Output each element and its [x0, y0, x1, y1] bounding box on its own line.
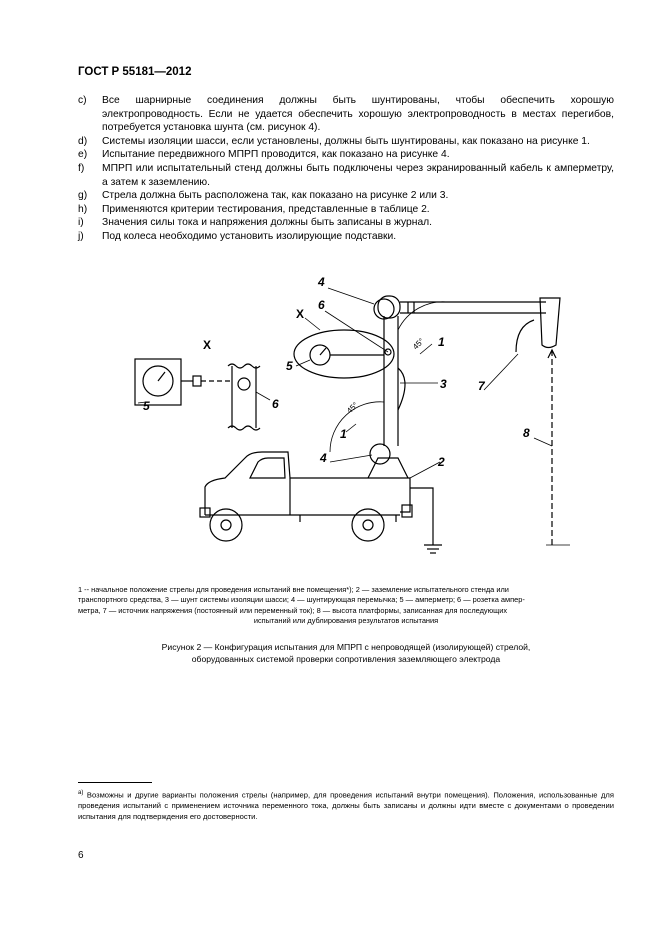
legend-line: метра, 7 — источник напряжения (постоянный или переменный ток); 8 — высота платформы, записанная для последующих	[78, 605, 508, 615]
leader-line	[346, 424, 356, 432]
item-marker: f)	[78, 162, 85, 174]
label-x: X	[203, 338, 212, 352]
leader-line	[410, 462, 440, 478]
truck	[200, 452, 412, 541]
break-line	[228, 364, 260, 368]
angle-label: 45°	[345, 400, 360, 416]
leader-line	[328, 288, 374, 304]
footnote-text: Возможны и другие варианты положения стрелы (например, для проведения испытаний внутри помещения). Положения, использованные для проведения испытаний с применением источника переменного тока, должны быть записаны и должны идти вместе с документами о проведении испытания для подтверждения его достоверности.	[78, 790, 614, 821]
height-dimension	[546, 350, 570, 545]
list-item	[78, 135, 614, 149]
figure-diagram	[100, 268, 570, 568]
item-text: Под колеса необходимо установить изолирующие подставки.	[102, 230, 397, 242]
figure-caption	[78, 641, 614, 666]
item-marker: e)	[78, 149, 88, 161]
footnote-separator	[78, 782, 152, 783]
list-item	[78, 189, 614, 203]
truck-body	[205, 452, 410, 515]
label-4: 4	[320, 451, 327, 465]
footnote-marker: а)	[78, 790, 84, 796]
leader-line	[330, 455, 372, 462]
wheel-hub	[221, 520, 231, 530]
platform-bucket	[540, 298, 560, 348]
caption-line: Рисунок 2 — Конфигурация испытания для МПРП с непроводящей (изолирующей) стрелой,	[161, 642, 531, 652]
leader-line	[305, 318, 320, 330]
list-item	[78, 216, 614, 230]
break-line	[228, 426, 260, 430]
wheel-hub	[363, 520, 373, 530]
list-item	[78, 148, 614, 162]
angle-label: 45°	[411, 336, 426, 352]
label-4: 4	[318, 275, 325, 289]
page-number: 6	[78, 850, 84, 861]
label-2: 2	[438, 455, 445, 469]
wheel	[210, 509, 242, 541]
item-text: Все шарнирные соединения должны быть шунтированы, чтобы обеспечить хорошую электропроводность. Если не удается обеспечить хорошую электропроводность в местах перегибов, потребуется установка шунта (см. рисунок 4).	[102, 95, 614, 134]
ground-wire	[410, 488, 433, 545]
label-3: 3	[440, 377, 447, 391]
item-marker: c)	[78, 95, 87, 106]
label-6: 6	[318, 298, 325, 312]
list-item	[78, 94, 614, 135]
ammeter-needle	[158, 372, 165, 381]
detail-x-ellipse	[294, 330, 394, 378]
leader-line	[256, 392, 270, 400]
item-text: Применяются критерии тестирования, представленные в таблице 2.	[102, 203, 430, 215]
footnote	[78, 788, 614, 822]
ground-connection	[410, 488, 442, 553]
legend-line: испытаний или дублирования результатов испытания	[253, 616, 439, 626]
turret	[368, 458, 408, 478]
leader-line	[534, 438, 552, 446]
item-marker: j)	[78, 230, 84, 242]
label-6: 6	[272, 397, 279, 411]
list-item	[78, 230, 614, 244]
ammeter-detail	[135, 359, 270, 430]
upper-joint-housing	[378, 296, 400, 318]
item-text: МПРП или испытательный стенд должны быть подключены через экранированный кабель к амперметру, а затем к заземлению.	[102, 162, 614, 188]
wheel	[352, 509, 384, 541]
ammeter-needle	[320, 348, 326, 355]
item-text: Значения силы тока и напряжения должны быть записаны в журнал.	[102, 217, 433, 229]
item-text: Стрела должна быть расположена так, как показано на рисунке 2 или 3.	[102, 190, 449, 202]
figure-legend	[78, 585, 614, 627]
chassis-shunt	[398, 368, 405, 410]
label-1: 1	[340, 427, 347, 441]
pivot-joint	[370, 444, 390, 464]
caption-line: оборудованных системой проверки сопротивления заземляющего электрода	[191, 654, 501, 665]
label-1: 1	[438, 335, 445, 349]
item-marker: i)	[78, 217, 84, 229]
item-marker: g)	[78, 190, 88, 202]
leader-lines	[296, 288, 552, 478]
label-7: 7	[478, 379, 485, 393]
plug	[193, 376, 201, 386]
label-5: 5	[143, 399, 150, 413]
item-text: Испытание передвижного МПРП проводится, как показано на рисунке 4.	[102, 149, 450, 161]
angle-arc	[398, 302, 448, 330]
item-marker: d)	[78, 135, 88, 147]
label-5: 5	[286, 359, 293, 373]
label-x: X	[296, 307, 305, 321]
list-item	[78, 203, 614, 217]
voltage-lead	[516, 320, 534, 352]
legend-line: транспортного средства, 3 — шунт системы изоляции шасси; 4 — шунтирующая перемычка; 5 — амперметр; 6 — розетка ампер-	[78, 595, 525, 605]
ammeter-on-boom	[294, 330, 394, 378]
socket	[238, 378, 250, 390]
label-8: 8	[523, 426, 530, 440]
item-marker: h)	[78, 203, 88, 215]
legend-line: 1 -- начальное положение стрелы для проведения испытаний вне помещения*); 2 — заземление испытательного стенда или	[78, 585, 509, 594]
requirements-list	[78, 94, 614, 244]
item-text: Системы изоляции шасси, если установлены, должны быть шунтированы, как показано на рисунке 1.	[102, 135, 590, 147]
leader-line	[484, 354, 518, 390]
page-header: ГОСТ Р 55181—2012	[78, 66, 192, 78]
truck-window	[250, 458, 285, 478]
list-item	[78, 162, 614, 189]
